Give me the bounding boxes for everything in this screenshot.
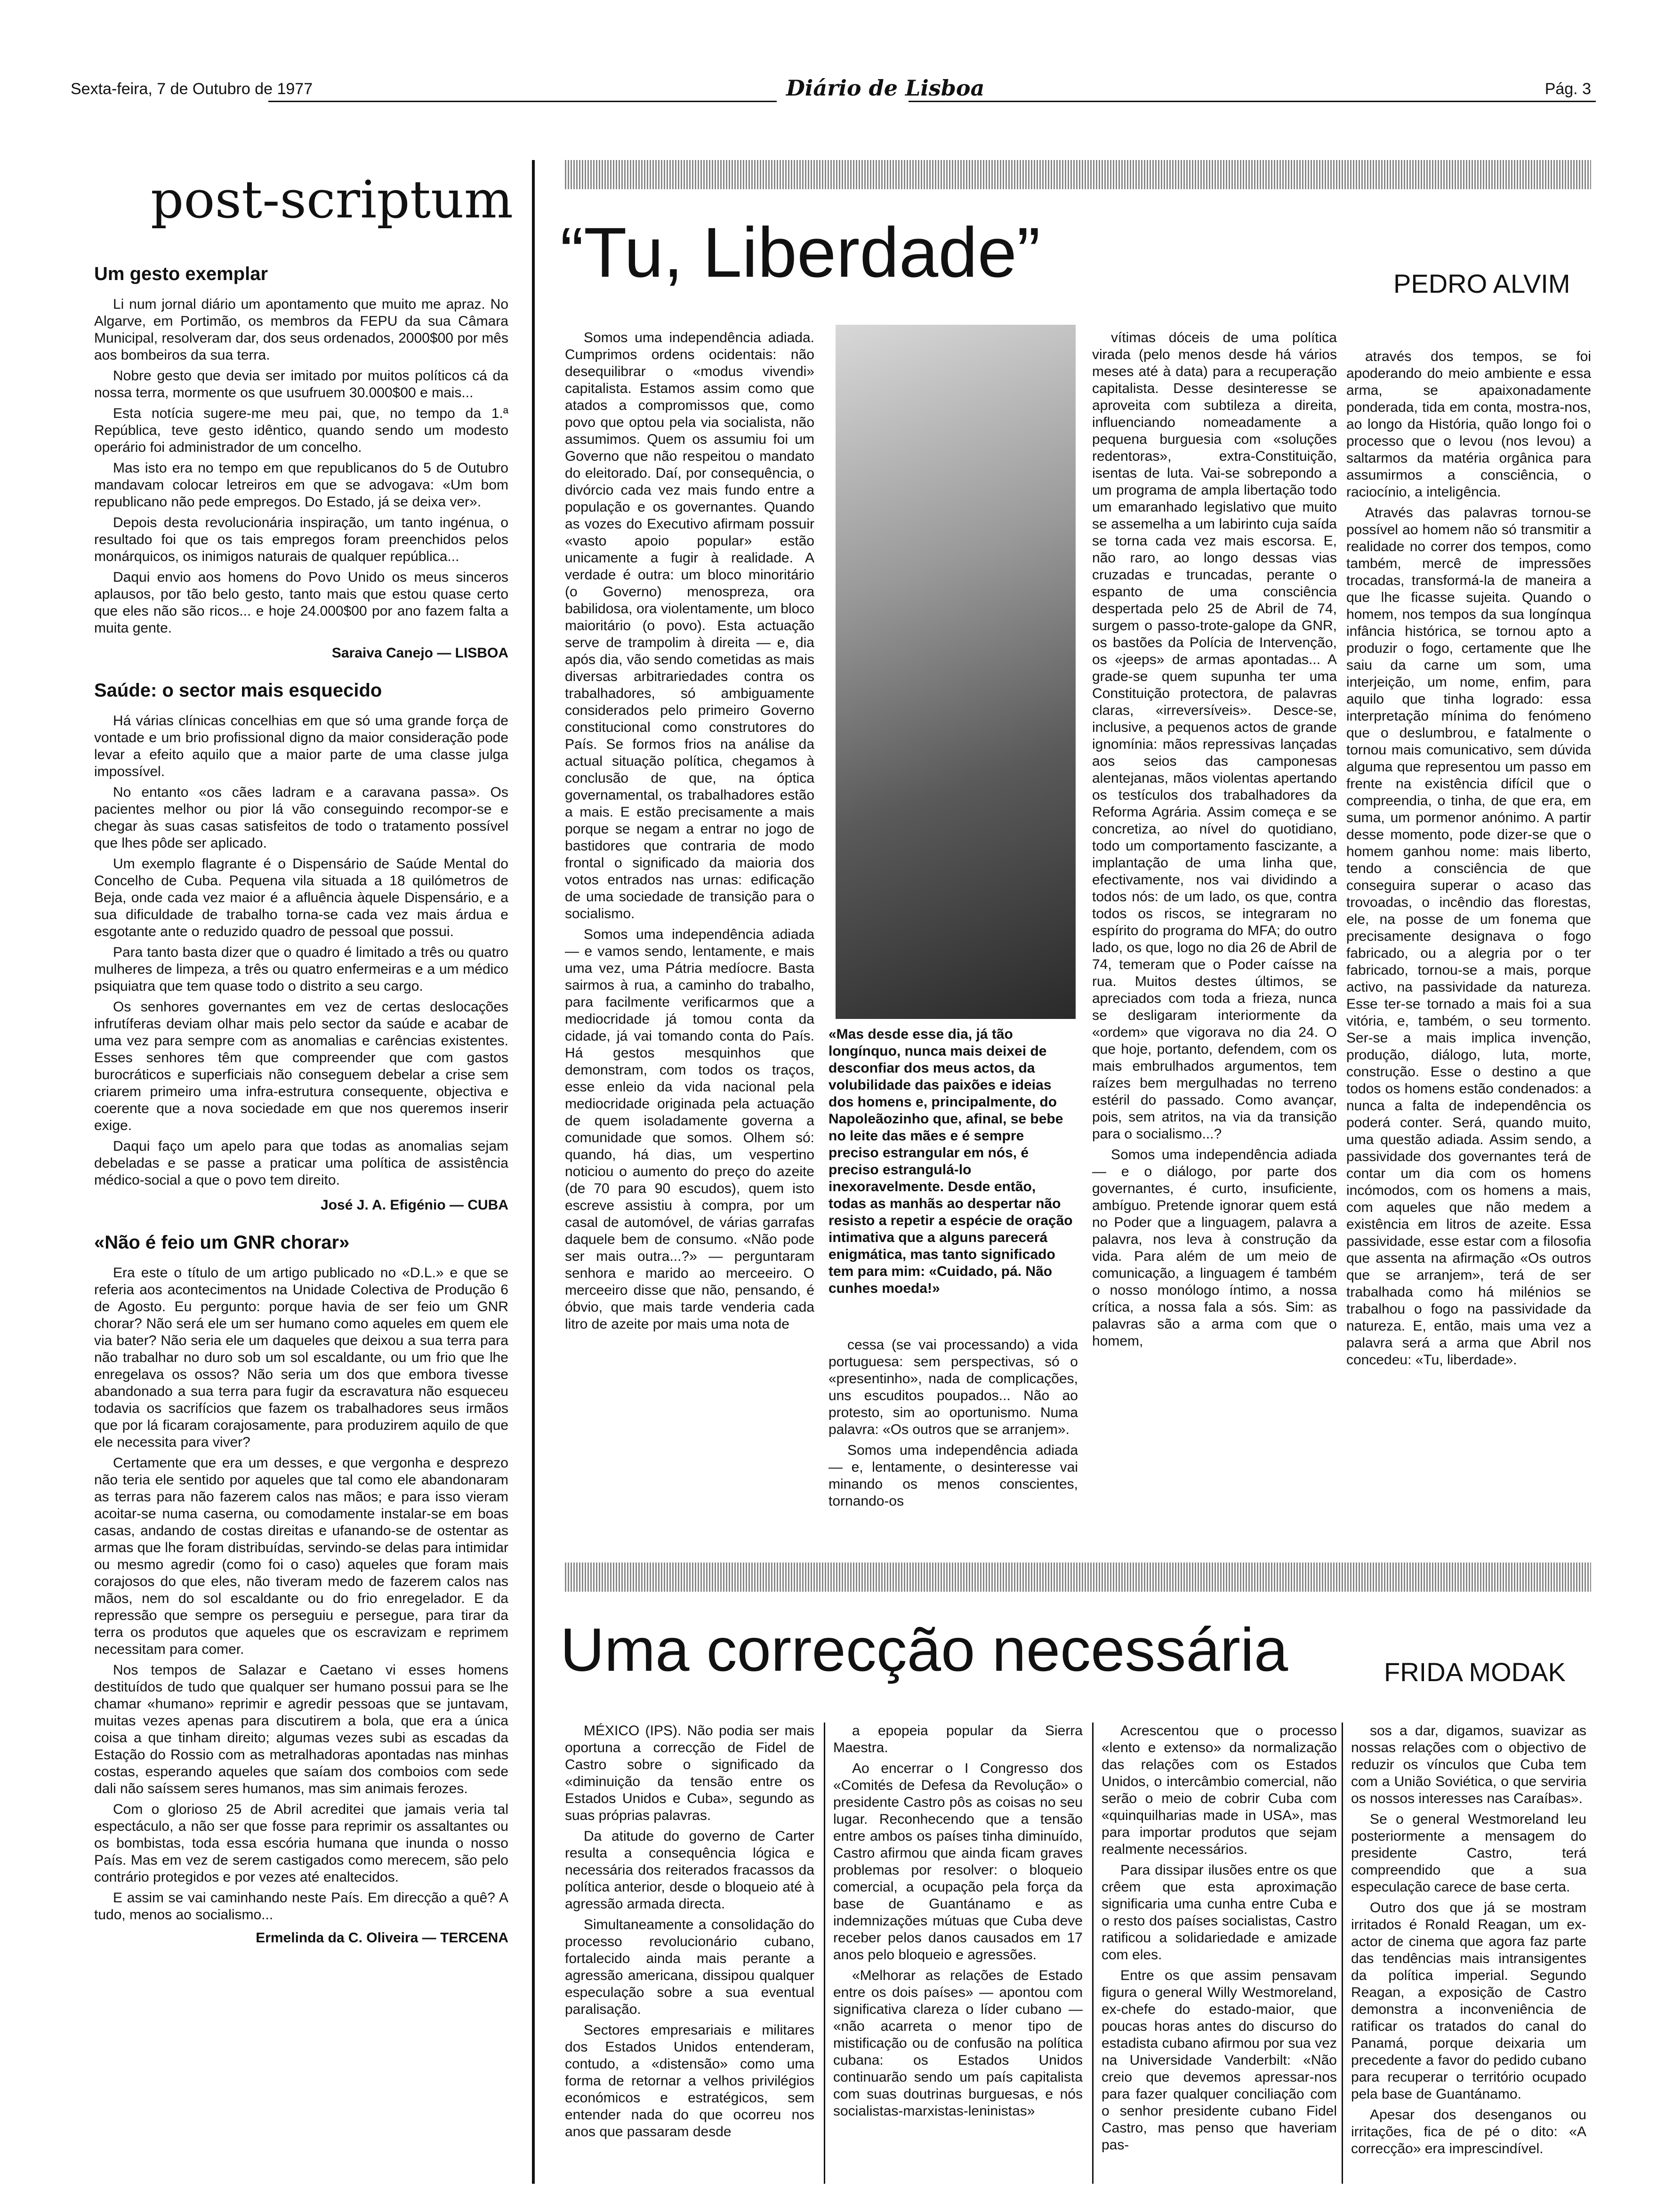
paragraph: «Melhorar as relações de Estado entre os dois países» — apontou com significativa clareza o líder cubano — «não acarreta o menor tipo de mistificação ou de confusão na política cubana: os Estados Unidos continuarão sendo um país capitalista com suas doutrinas burguesas, e nós socialistas-marxistas-leninistas» [833, 1968, 1083, 2119]
paragraph: MÉXICO (IPS). Não podia ser mais oportuna a correcção de Fidel de Castro sobre o significado da «diminuição da tensão entre os Estados Unidos e Cuba», segundo as suas próprias palavras. [565, 1723, 814, 1823]
byline: FRIDA MODAK [1384, 1657, 1566, 1687]
signature: Saraiva Canejo — LISBOA [331, 645, 508, 661]
paragraph: Para dissipar ilusões entre os que crêem que esta aproximação significaria uma cunha entre Cuba e o resto dos países socialistas, Castro ratificou a solidariedade e amizade com eles. [1102, 1862, 1337, 1963]
paragraph: Entre os que assim pensavam figura o general Willy Westmoreland, ex-chefe do estado-maior, que poucas horas antes do discurso do estadista cubano afirmou por sua vez na Universidade Vanderbilt: «Não creio que devemos apressar-nos para fazer qualquer conciliação com o senhor presidente cubano Fidel Castro, mas penso que haveriam pas- [1102, 1968, 1337, 2153]
paragraph: Apesar dos desenganos ou irritações, fica de pé o dito: «A correcção» era imprescindível. [1351, 2107, 1586, 2156]
article-column [1102, 1723, 1337, 2157]
issue-date: Sexta-feira, 7 de Outubro de 1977 [71, 80, 313, 98]
paragraph: Sectores empresariais e militares dos Estados Unidos entenderam, contudo, a «distensão» como uma forma de retornar a velhos privilégios económicos e estratégicos, sem entender nada do que ocorreu nos anos que passaram desde [565, 2022, 814, 2140]
column-rule [1092, 1723, 1094, 2184]
article-heading: «Não é feio um GNR chorar» [94, 1232, 350, 1253]
signature: Ermelinda da C. Oliveira — TERCENA [256, 1930, 508, 1946]
paragraph: Os senhores governantes em vez de certas deslocações infrutíferas deviam olhar mais pelo sector da saúde e acabar de uma vez para sempre com as anomalias e carências existentes. Esses senhores têm que compreender que com gastos burocráticos e superficiais não conseguem debelar a crise sem criarem primeiro uma infra-estrutura consequente, objectiva e coerente que a nova sociedade em que nos queremos inserir exige. [94, 999, 508, 1133]
paragraph: Através das palavras tornou-se possível ao homem não só transmitir a realidade no correr dos tempos, como também, mercê de impressões trocadas, transformá-la de maneira a que lhe ficasse sujeita. Quando o homem, nos tempos da sua longínqua infância histórica, se tornou apto a produzir o fogo, certamente que lhe saiu da carne um som, uma interjeição, um nome, enfim, para aquilo que tinha logrado: essa interpretação mínima do fenómeno que o deslumbrou, e fatalmente o tornou mais comunicativo, sem dúvida alguma que representou um passo em frente na existência difícil que o compreendia, o tinha, de que era, em suma, um pormenor anónimo. A partir desse momento, pode dizer-se que o homem ganhou nome: mais liberto, tendo a consciência de que conseguira superar o acaso das trovoadas, o incêndio das florestas, ele, na posse de um fonema que precisamente designava o fogo fabricado, ou a alegria por o ter fabricado, tornou-se a mais, porque activo, na passividade da natureza. Esse ter-se tornado a mais foi a sua vitória, e, também, o seu tormento. Ser-se a mais implica invenção, produção, diálogo, luta, morte, construção. Esse o destino a que todos os homens estão condenados: a nunca a falta de independência os poderá conter. Será, quando muito, uma questão adiada. Assim sendo, a passividade dos governantes terá de contar um dia com os homens incómodos, com os homens a mais, com aqueles que não medem a existência em litros de azeite. Essa passividade, esse estar com a filosofia que assenta na afirmação «Os outros que se arranjem», terá de ser trabalhada como há milénios se trabalhou o fogo na passividade da natureza. E, então, mais uma vez a palavra será a arma que Abril nos concedeu: «Tu, liberdade». [1346, 505, 1591, 1368]
paragraph: a epopeia popular da Sierra Maestra. [833, 1723, 1083, 1755]
page-header [71, 75, 1591, 108]
article-heading: Saúde: o sector mais esquecido [94, 680, 382, 701]
headline: “Tu, Liberdade” [560, 213, 1040, 292]
column-rule [824, 1723, 825, 2184]
article-column [1351, 1723, 1586, 2161]
post-scriptum-title: post-scriptum [151, 169, 514, 230]
column-rule [1342, 1723, 1343, 2184]
paragraph: Se o general Westmoreland leu posteriormente a mensagem do presidente Castro, terá compreendido que a sua especulação carece de base certa. [1351, 1811, 1586, 1895]
paragraph: Somos uma independência adiada — e, lentamente, o desinteresse vai minando os menos conscientes, tornando-os [828, 1443, 1078, 1509]
header-rule [909, 101, 1596, 102]
article-heading: Um gesto exemplar [94, 264, 268, 284]
byline: PEDRO ALVIM [1393, 269, 1570, 298]
article-body [94, 296, 508, 637]
paragraph: Acrescentou que o processo «lento e extenso» da normalização das relações com os Estados Unidos, o intercâmbio comercial, não serão o meio de cobrir Cuba com «quinquilharias made in USA», mas para importar produtos que sejam realmente necessários. [1102, 1723, 1337, 1857]
photo-caption: «Mas desde esse dia, já tão longínquo, nunca mais deixei de desconfiar dos meus actos, da volubilidade das paixões e ideias dos homens e, principalmente, do Napoleãozinho que, afinal, se bebe no leite das mães e é sempre preciso estrangular em nós, é preciso estrangulá-lo inexoravelmente. Desde então, todas as manhãs ao despertar não resisto a repetir a espécie de oração intimativa que a alguns parecerá enigmática, mas tanto significado tem para mim: «Cuidado, pá. Não cunhes moeda!» [828, 1026, 1073, 1296]
paragraph: Nobre gesto que devia ser imitado por muitos políticos cá da nossa terra, mormente os que usufruem 30.000$00 e mais... [94, 368, 508, 401]
article-column [833, 1723, 1083, 2124]
masthead: Diário de Lisboa [786, 75, 985, 101]
decorative-band [565, 160, 1591, 189]
paragraph: Somos uma independência adiada. Cumprimos ordens ocidentais: não desequilibrar o «modus vivendi» capitalista. Estamos assim como que atados a compromissos que, como povo que optou pela via socialista, não assumimos. Quem os assumiu foi um Governo que não respeitou o mandato do eleitorado. Daí, por consequência, o divórcio cada vez mais fundo entre a população e os governantes. Quando as vozes do Executivo afirmam possuir «vasto apoio popular» estão unicamente a fugir à realidade. A verdade é outra: um bloco minoritário (o Governo) menospreza, ora babilidosa, ora violentamente, um bloco maioritário (o povo). Esta actuação serve de trampolim à direita — e, dia após dia, vão sendo cometidas as mais diversas arbitrariedades contra os trabalhadores, só ambiguamente considerados pelo primeiro Governo constitucional como construtores do País. Se formos frios na análise da actual situação política, chegamos à conclusão de que, na óptica governamental, os trabalhadores estão a mais. E estão precisamente a mais porque se negam a entrar no jogo de bastidores que contraria de modo frontal o significado da maioria dos votos entrados nas urnas: edificação de uma sociedade de transição para o socialismo. [565, 330, 814, 922]
paragraph: Depois desta revolucionária inspiração, um tanto ingénua, o resultado foi que os tais empregos foram preenchidos pelos monárquicos, os inimigos naturais de qualquer república... [94, 515, 508, 564]
paragraph: através dos tempos, se foi apoderando do meio ambiente e essa arma, se apaixonadamente ponderada, tida em conta, mostra-nos, ao longo da História, quão longo foi o processo que o levou (nos levou) a saltarmos da matéria orgânica para assumirmos a consciência, o raciocínio, a inteligência. [1346, 349, 1591, 500]
paragraph: Somos uma independência adiada — e o diálogo, por parte dos governantes, é curto, insuficiente, ambíguo. Pretende ignorar quem está no Poder que a linguagem, palavra a palavra, nos leva à construção da vida. Para além de um meio de comunicação, a linguagem é também o nosso monólogo íntimo, a nossa crítica, a nossa fala a sós. Sim: as palavras são a arma com que o homem, [1092, 1147, 1337, 1349]
article-column [1346, 348, 1591, 1372]
article-column [828, 1337, 1078, 1514]
paragraph: sos a dar, digamos, suavizar as nossas relações com o objectivo de reduzir os vínculos que Cuba tem com a União Soviética, o que serviria os nossos interesses nas Caraíbas». [1351, 1723, 1586, 1806]
paragraph: Nos tempos de Salazar e Caetano vi esses homens destituídos de tudo que qualquer ser humano possui para se lhe chamar «humano» reprimir e agredir pessoas que se juntavam, muitas vezes apenas para discutirem a bola, que era a única coisa a que tinham direito; algumas vezes subi as escadas da Estação do Rossio com as metralhadoras apontadas nas minhas costas, esperando aqueles que saíam dos comboios com sede dali não saíssem seres humanos, mas sim animais ferozes. [94, 1662, 508, 1796]
paragraph: Da atitude do governo de Carter resulta a consequência lógica e necessária dos reiterados fracassos da política anterior, desde o bloqueio até à agressão armada directa. [565, 1828, 814, 1912]
article-column [1092, 329, 1337, 1354]
paragraph: Somos uma independência adiada — e vamos sendo, lentamente, e mais uma vez, uma Pátria medíocre. Basta sairmos à rua, a caminho do trabalho, para facilmente verificarmos que a mediocridade já tomou conta da cidade, já vai tomando conta do País. Há gestos mesquinhos que demonstram, com todos os traços, esse enleio da vida nacional pela mediocridade originada pela actuação de quem isoladamente governa a comunidade que somos. Olhem só: quando, há dias, um vespertino noticiou o aumento do preço do azeite (de 70 para 90 escudos), quem isto escreve assistiu à compra, por um casal de automóvel, de várias garrafas daquele bem de consumo. «Não pode ser mais outra...?» — perguntaram senhora e marido ao merceeiro. O merceeiro disse que não, pensando, é óbvio, que mais tarde venderia cada litro de azeite por mais uma nota de [565, 927, 814, 1332]
paragraph: Um exemplo flagrante é o Dispensário de Saúde Mental do Concelho de Cuba. Pequena vila situada a 18 quilómetros de Beja, onde cada vez maior é a afluência àquele Dispensário, e a sua dificuldade de trabalho torna-se cada vez mais árdua e esgotante ante o reduzido quadro de pessoal que possui. [94, 856, 508, 939]
page-number: Pág. 3 [1544, 80, 1591, 98]
paragraph: vítimas dóceis de uma política virada (pelo menos desde há vários meses até à data) para a recuperação capitalista. Desse desinteresse se aproveita com subtileza a direita, influenciando nomeadamente a pequena burguesia com «soluções redentoras», extra-Constituição, isentas de luta. Vai-se sobrepondo a um programa de ampla libertação todo um emaranhado legislativo que muito se assemelha a um labirinto cuja saída se torna cada vez mais escorsa. E, não raro, ao longo dessas vias cruzadas e truncadas, perante o espanto de uma consciência despertada pelo 25 de Abril de 74, surgem o passo-trote-galope da GNR, os bastões da Polícia de Intervenção, os «jeeps» de armas apontadas... A grade-se quem supunha ter uma Constituição protectora, de palavras claras, «irreversíveis». Desce-se, inclusive, a pequenos actos de grande ignomínia: mãos repressivas lançadas aos seios das camponesas alentejanas, mãos violentas apertando os testículos dos trabalhadores da Reforma Agrária. Assim começa e se concretiza, ao nível do quotidiano, todo um comportamento fascizante, a implantação de uma linha que, efectivamente, nos vai dividindo a todos nós: de um lado, os que, contra todos os riscos, se integraram no espírito do programa do MFA; do outro lado, os que, logo no dia 26 de Abril de 74, temeram que o Poder caísse na rua. Muitos destes últimos, se apreciados com toda a frieza, nunca se desligaram interiormente da «ordem» que vigorava no dia 24. O que hoje, portanto, defendem, com os mais embrulhados argumentos, tem raízes bem mergulhadas no terreno estéril do passado. Como avançar, pois, sem atritos, na via da transição para o socialismo...? [1092, 330, 1337, 1142]
paragraph: Daqui envio aos homens do Povo Unido os meus sinceros aplausos, por tão belo gesto, tanto mais que estou quase certo que eles não são ricos... e hoje 24.000$00 por ano fazem falta a muita gente. [94, 569, 508, 636]
post-scriptum-column [94, 264, 508, 1946]
paragraph: No entanto «os cães ladram e a caravana passa». Os pacientes melhor ou pior lá vão conseguindo recompor-se e chegar às suas casas satisfeitos de todo o tratamento possível que lhes pôde ser aplicado. [94, 785, 508, 851]
paragraph: Para tanto basta dizer que o quadro é limitado a três ou quatro mulheres de limpeza, a três ou quatro enfermeiras e a um médico psiquiatra que tem quase todo o distrito a seu cargo. [94, 945, 508, 994]
paragraph: Ao encerrar o I Congresso dos «Comités de Defesa da Revolução» o presidente Castro pôs as coisas no seu lugar. Reconhecendo que a tensão entre ambos os países tinha diminuído, Castro afirmou que ainda ficam graves problemas por resolver: o bloqueio comercial, a ocupação pela força da base de Guantánamo e as indemnizações mútuas que Cuba deve receber pelos danos causados em 17 anos pelo bloqueio e agressões. [833, 1761, 1083, 1963]
paragraph: Simultaneamente a consolidação do processo revolucionário cubano, fortalecido ainda mais perante a agressão americana, dissipou qualquer especulação sobre a sua eventual paralisação. [565, 1917, 814, 2017]
paragraph: Era este o título de um artigo publicado no «D.L.» e que se referia aos acontecimentos na Unidade Colectiva de Produção 6 de Agosto. Eu pergunto: porque havia de ser feio um GNR chorar? Não será ele um ser humano como aqueles em quem ele via bater? Não seria ele um daqueles que deixou a sua terra para não trabalhar no duro sob um sol escaldante, ou um frio que lhe enregelava os ossos? Não seria um dos que embora tivesse abandonado a sua terra para fugir da escravatura não esqueceu todavia os sacrifícios que fazem os trabalhadores seus irmãos que por lá ficaram corajosamente, para produzirem aquilo de que ele necessita para viver? [94, 1265, 508, 1450]
paragraph: Esta notícia sugere-me meu pai, que, no tempo da 1.ª República, teve gesto idêntico, quando sendo um modesto operário foi administrador de um concelho. [94, 406, 508, 455]
paragraph: Daqui faço um apelo para que todas as anomalias sejam debeladas e se passe a praticar uma política de assistência médico-social a que o povo tem direito. [94, 1138, 508, 1188]
article-column-top [828, 329, 1078, 659]
paragraph: Outro dos que já se mostram irritados é Ronald Reagan, um ex-actor de cinema que agora faz parte das tendências mais intransigentes da política imperial. Segundo Reagan, a exposição de Castro demonstra a inconveniência de ratificar os tratados do canal do Panamá, porque deixaria um precedente a favor do pedido cubano para recuperar o território ocupado pela base de Guantánamo. [1351, 1900, 1586, 2102]
decorative-band [565, 1563, 1591, 1592]
paragraph: Certamente que era um desses, e que vergonha e desprezo não teria ele sentido por aqueles que tal como ele abandonaram as terras para não fazerem calos nas mãos; e para isso vieram acoitar-se numa caserna, ou comodamente instalar-se em boas casas, andando de costas direitas e ufanando-se de ostentar as armas que lhe foram distribuídas, servindo-se delas para intimidar ou mesmo agredir (como foi o caso) aqueles que foram mais corajosos do que eles, não tiveram medo de fazerem calos nas mãos, nem do sol escaldante ou do frio enregelador. E da repressão que sempre os perseguiu e persegue, para tirar da terra os produtos que aqueles que os escravizam e reprimem necessitam para comer. [94, 1455, 508, 1657]
paragraph: Mas isto era no tempo em que republicanos do 5 de Outubro mandavam colocar letreiros em que se advogava: «Um bom republicano não pede empregos. Do Estado, já se deixa ver». [94, 460, 508, 510]
signature: José J. A. Efigénio — CUBA [321, 1197, 508, 1213]
paragraph: E assim se vai caminhando neste País. Em direcção a quê? A tudo, menos ao socialismo... [94, 1890, 508, 1923]
paragraph: Li num jornal diário um apontamento que muito me apraz. No Algarve, em Portimão, os membros da FEPU da sua Câmara Municipal, resolveram dar, dos seus ordenados, 2000$00 por mês aos bombeiros da sua terra. [94, 297, 508, 363]
paragraph: Há várias clínicas concelhias em que só uma grande força de vontade e um brio profissional digno da maior consideração pode levar a efeito aquilo que a maior parte de uma classe julga impossível. [94, 713, 508, 779]
paragraph: cessa (se vai processando) a vida portuguesa: sem perspectivas, só o «presentinho», nada de complicações, uns escuditos poupados... Não ao protesto, sim ao oportunismo. Numa palavra: «Os outros que se arranjem». [828, 1337, 1078, 1437]
article-column [565, 1723, 814, 2144]
headline: Uma correcção necessária [560, 1615, 1288, 1684]
article-column [565, 329, 814, 1337]
article-body [94, 1265, 508, 1923]
header-rule [268, 101, 777, 102]
paragraph: Com o glorioso 25 de Abril acreditei que jamais veria tal espectáculo, a não ser que fosse para reprimir os assaltantes ou os bombistas, toda essa escória humana que inunda o nosso País. Mas em vez de serem castigados como merecem, são pelo contrário protegidos e por vezes até enaltecidos. [94, 1802, 508, 1885]
article-body [94, 713, 508, 1189]
